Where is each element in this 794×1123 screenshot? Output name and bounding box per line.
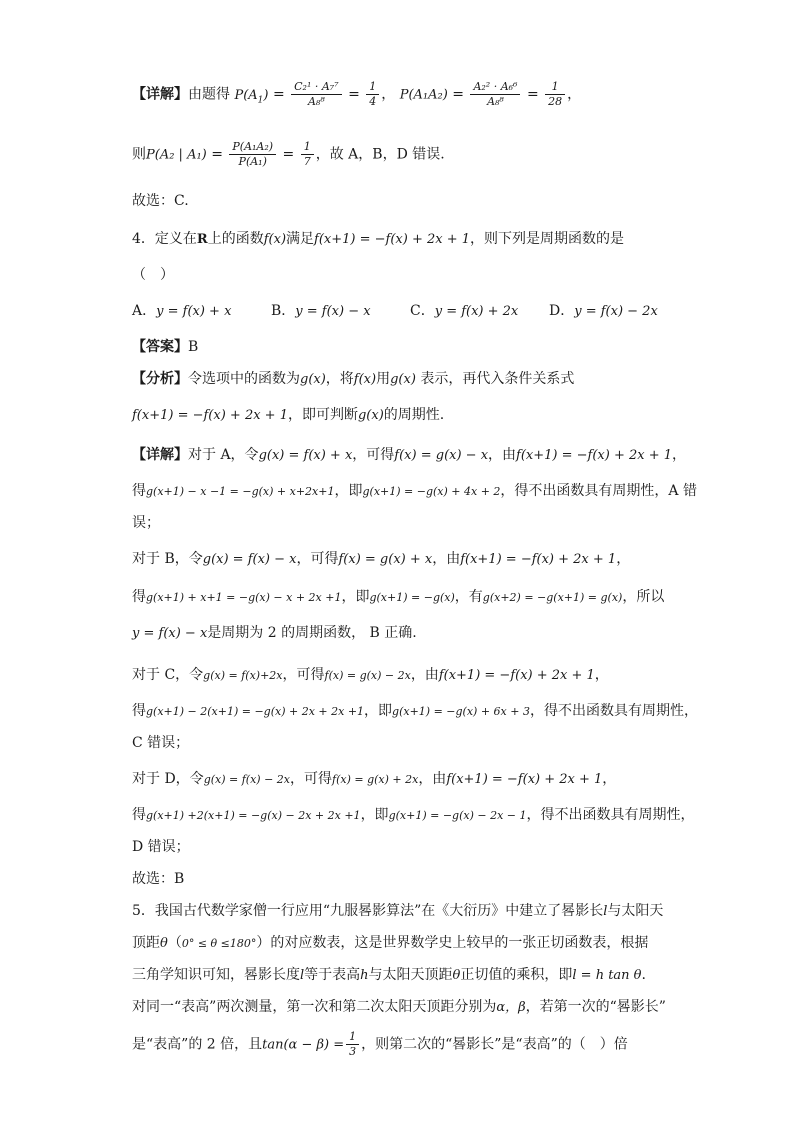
q4-answer: 【答案】B <box>132 339 199 355</box>
q4-option-a[interactable]: A．y = f(x) + x <box>132 303 232 319</box>
p-a1: $P(A_1)$ <box>234 87 269 106</box>
q5-line-1: 5．我国古代数学家僧一行应用“九服晷影算法”在《大衍历》中建立了晷影长l与太阳天 <box>132 903 664 919</box>
q3-answer: 故选：C. <box>132 193 189 209</box>
q4-detail-a-3: 误； <box>132 515 160 531</box>
q4-stem: 4．定义在R上的函数f(x)满足f(x+1) = −f(x) + 2x + 1，则下列是周期函数的是 <box>132 231 625 247</box>
q4-detail-d-1: 对于 D，令g(x) = f(x) − 2x，可得f(x) = g(x) + 2x，由f(x+1) = −f(x) + 2x + 1， <box>132 771 617 787</box>
q5-line-2: 顶距θ（0° ≤ θ ≤180°）的对应数表，这是世界数学史上较早的一张正切函数表，根据 <box>132 935 649 951</box>
q5-fraction: $\frac{1}{3}$ <box>346 1030 359 1059</box>
q3-conditional-line: 则P(A₂ | A₁) = $\frac{\text{P(A₁A₂)}}{\text{P(A₁)}}$ = $\frac{1}{7}$ ，故 A，B，D 错误. <box>132 140 445 168</box>
q4-detail-a-2: 得g(x+1) − x −1 = −g(x) + x+2x+1，即g(x+1) = −g(x) + 4x + 2，得不出函数具有周期性，A 错 <box>132 483 697 499</box>
q4-detail-b-1: 对于 B，令g(x) = f(x) − x，可得f(x) = g(x) + x，由f(x+1) = −f(x) + 2x + 1， <box>132 551 631 567</box>
detail-tag: 【详解】 <box>132 86 188 103</box>
q5-line-4: 对同一“表高”两次测量，第一次和第二次太阳天顶距分别为α，β，若第一次的“晷影长” <box>132 999 666 1015</box>
p1-fraction: $\frac{\text{C₂¹ · A₇⁷}}{\text{A₈⁸}}$ <box>291 80 342 109</box>
q4-detail-d-3: D 错误； <box>132 839 190 855</box>
q5-line-3: 三角学知识可知，晷影长度l等于表高h与太阳天顶距θ正切值的乘积，即l = h tan θ. <box>132 967 646 983</box>
q4-detail-c-1: 对于 C，令g(x) = f(x)+2x，可得f(x) = g(x) − 2x，由f(x+1) = −f(x) + 2x + 1， <box>132 667 609 683</box>
q4-option-d[interactable]: D．y = f(x) − 2x <box>549 303 658 319</box>
p2-fraction: $\frac{\text{A₂² · A₆⁶}}{\text{A₈⁸}}$ <box>470 80 520 109</box>
q5-line-5: 是“表高”的 2 倍，且tan(α − β) = $\frac{1}{3}$ ，则第二次的“晷影长”是“表高”的（ ）倍 <box>132 1030 628 1058</box>
q4-detail-d-2: 得g(x+1) +2(x+1) = −g(x) − 2x + 2x +1，即g(x+1) = −g(x) − 2x − 1，得不出函数具有周期性， <box>132 807 695 823</box>
q4-analysis-2: f(x+1) = −f(x) + 2x + 1，即可判断g(x)的周期性. <box>132 407 445 423</box>
q4-paren: （ ） <box>132 267 174 283</box>
q4-option-c[interactable]: C．y = f(x) + 2x <box>410 303 519 319</box>
q4-detail-c-3: C 错误； <box>132 735 190 751</box>
p2-result: $\frac{1}{28}$ <box>545 80 565 109</box>
q4-detail-c-2: 得g(x+1) − 2(x+1) = −g(x) + 2x + 2x +1，即g(x+1) = −g(x) + 6x + 3，得不出函数具有周期性， <box>132 703 698 719</box>
p1-result: $\frac{1}{4}$ <box>366 80 379 109</box>
q3-detail-line: 【详解】由题得 $P(A_1)$ = $\frac{\text{C₂¹ · A₇⁷}}{\text{A₈⁸}}$ = $\frac{1}{4}$ ， P(A₁A₂) = $\frac{\text{A₂² · A₆⁶}}{\text{A₈⁸}}$ = $\frac{1}{28}$ ， <box>132 80 582 108</box>
p-a1a2: P(A₁A₂) <box>399 87 448 103</box>
q4-detail-a-1: 【详解】对于 A，令g(x) = f(x) + x，可得f(x) = g(x) − x，由f(x+1) = −f(x) + 2x + 1， <box>132 447 687 463</box>
q4-detail-b-3: y = f(x) − x是周期为 2 的周期函数， B 正确. <box>132 625 417 641</box>
cond-result: $\frac{1}{7}$ <box>301 140 314 169</box>
q4-option-b[interactable]: B．y = f(x) − x <box>271 303 371 319</box>
q4-analysis-1: 【分析】令选项中的函数为g(x)，将f(x)用g(x) 表示，再代入条件关系式 <box>132 371 575 387</box>
q4-detail-b-2: 得g(x+1) + x+1 = −g(x) − x + 2x +1，即g(x+1) = −g(x)，有g(x+2) = −g(x+1) = g(x)，所以 <box>132 589 665 605</box>
q4-final-answer: 故选：B <box>132 871 185 887</box>
cond-fraction: $\frac{\text{P(A₁A₂)}}{\text{P(A₁)}}$ <box>229 140 276 169</box>
